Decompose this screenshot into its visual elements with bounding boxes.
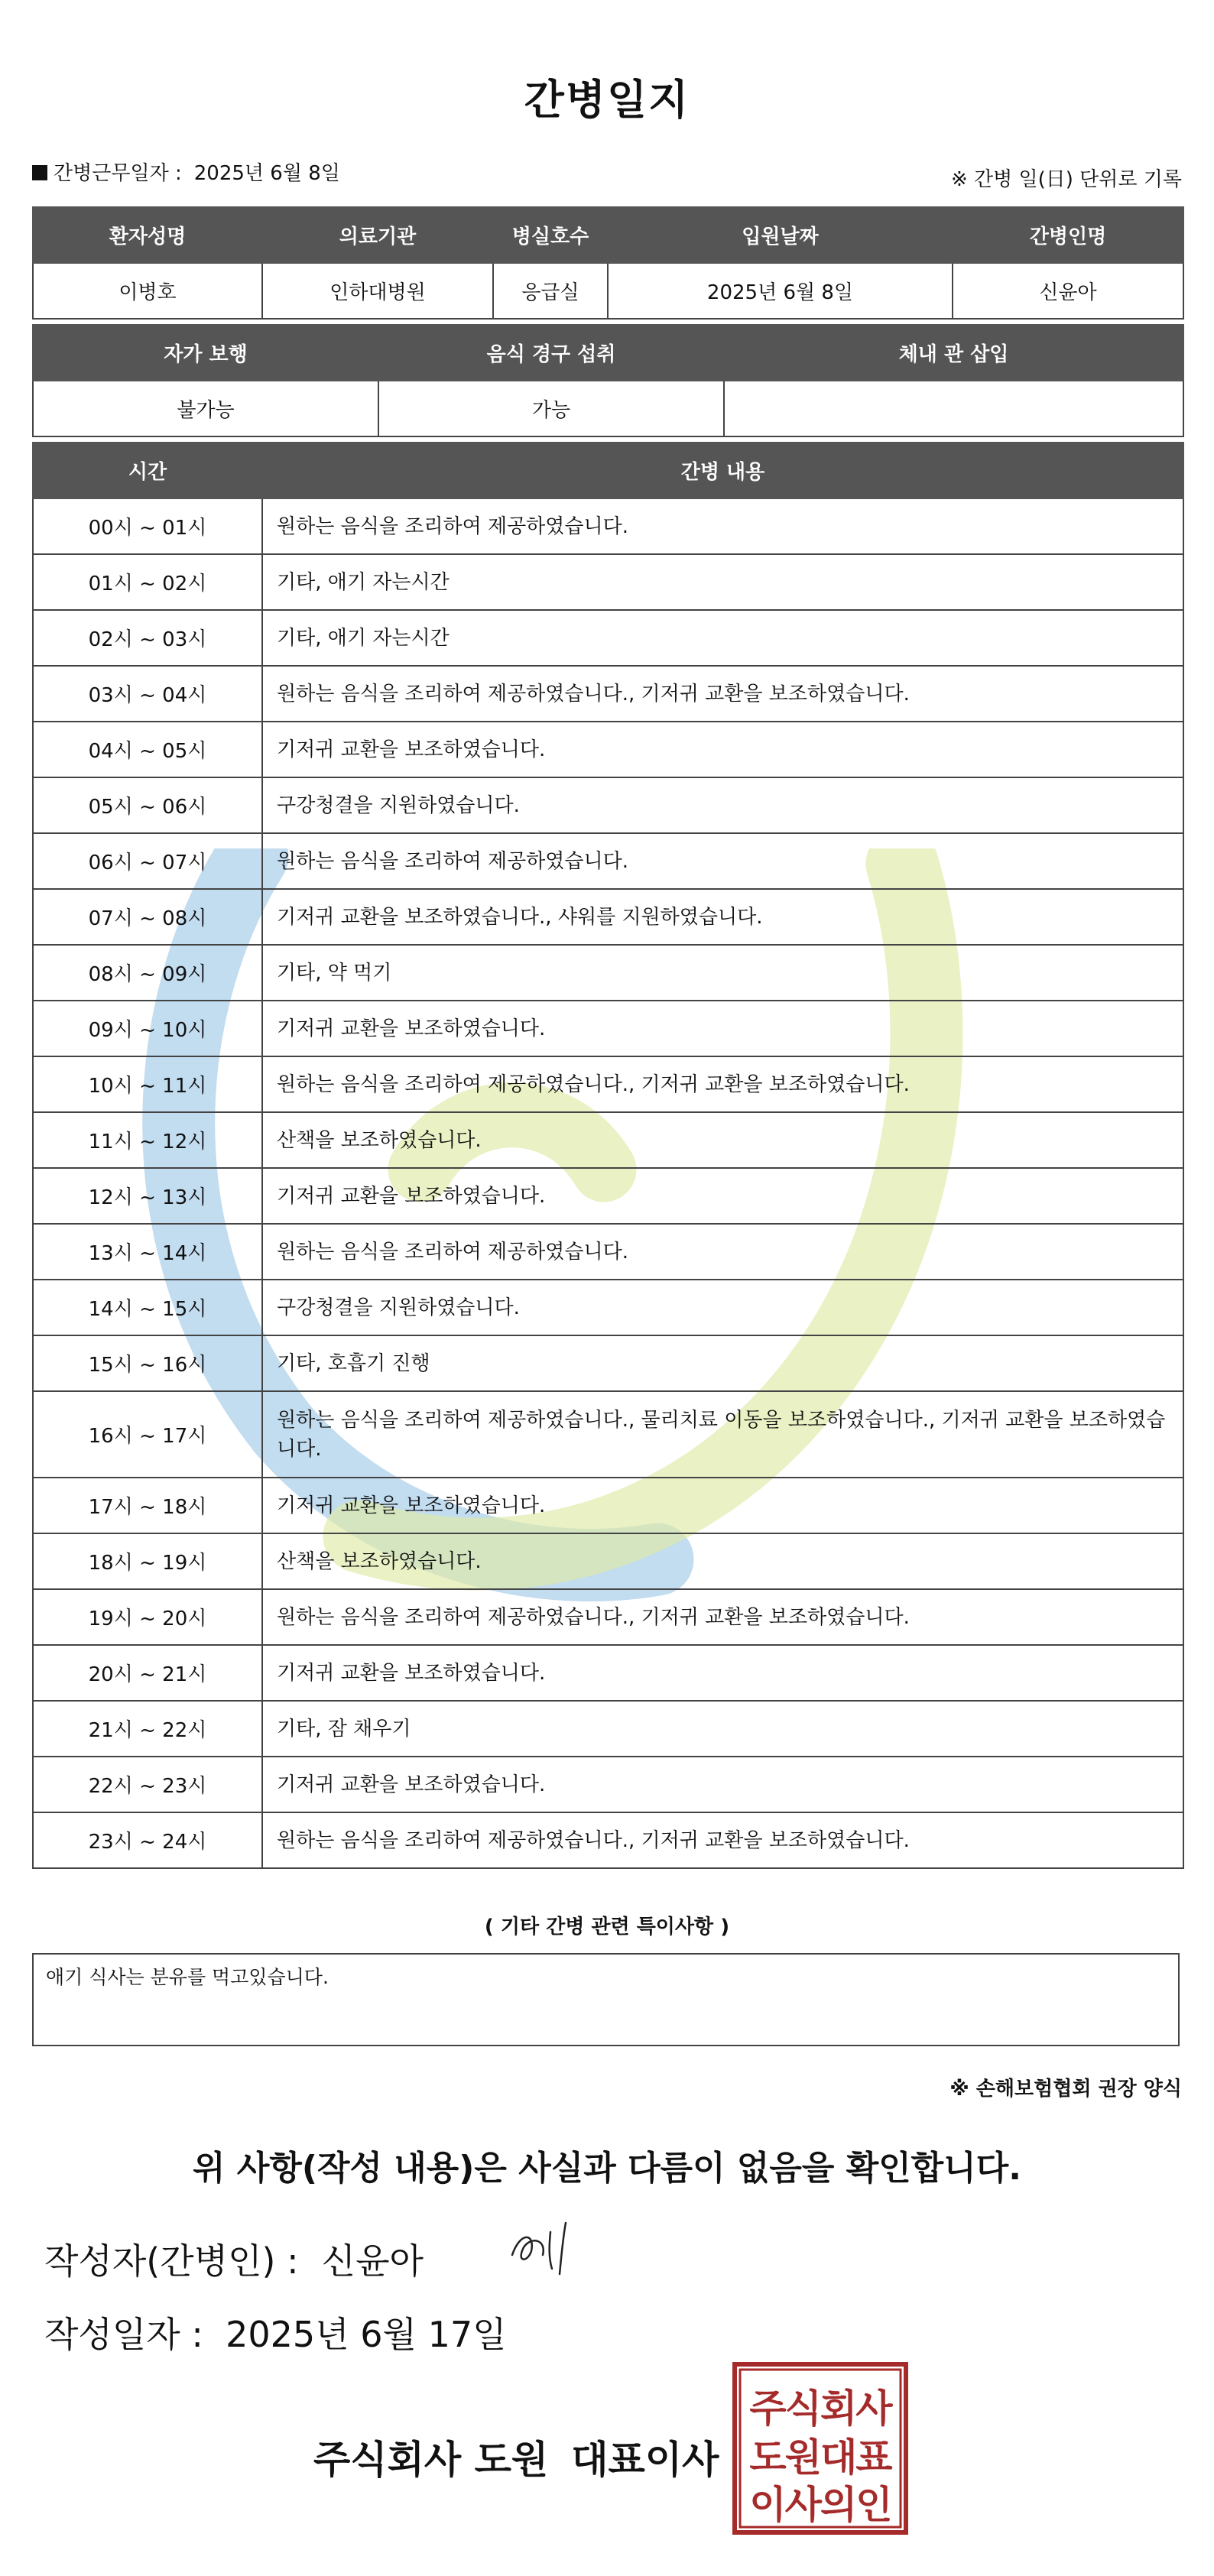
row-time: 21시 ~ 22시 bbox=[33, 1701, 262, 1757]
table-row bbox=[33, 777, 1183, 833]
table-row bbox=[33, 945, 1183, 1001]
page-title: 간병일지 bbox=[524, 76, 690, 124]
row-content: 기타, 호흡기 진행 bbox=[262, 1335, 1183, 1391]
svg-text:주식회사: 주식회사 bbox=[749, 2386, 891, 2431]
walking-value: 불가능 bbox=[33, 381, 378, 436]
writer-name: 신윤아 bbox=[321, 2240, 424, 2282]
row-time: 06시 ~ 07시 bbox=[33, 833, 262, 889]
row-content: 원하는 음식을 조리하여 제공하였습니다. bbox=[262, 1224, 1183, 1280]
row-content: 원하는 음식을 조리하여 제공하였습니다., 기저귀 교환을 보조하였습니다. bbox=[262, 1812, 1183, 1868]
row-content: 원하는 음식을 조리하여 제공하였습니다., 기저귀 교환을 보조하였습니다. bbox=[262, 1589, 1183, 1645]
row-content: 원하는 음식을 조리하여 제공하였습니다. bbox=[262, 498, 1183, 554]
header-time: 시간 bbox=[33, 443, 262, 498]
row-time: 03시 ~ 04시 bbox=[33, 666, 262, 722]
table-row bbox=[33, 1224, 1183, 1280]
room: 응급실 bbox=[493, 263, 608, 319]
unit-note: ※ 간병 일(日) 단위로 기록 bbox=[950, 168, 1182, 191]
table-row bbox=[33, 1533, 1183, 1589]
header-admission-date: 입원날짜 bbox=[608, 207, 953, 263]
row-time: 20시 ~ 21시 bbox=[33, 1645, 262, 1701]
row-content: 원하는 음식을 조리하여 제공하였습니다., 기저귀 교환을 보조하였습니다. bbox=[262, 1056, 1183, 1112]
table-row bbox=[33, 1645, 1183, 1701]
tube-value bbox=[724, 381, 1183, 436]
header-patient-name: 환자성명 bbox=[33, 207, 262, 263]
table-row bbox=[33, 833, 1183, 889]
row-time: 10시 ~ 11시 bbox=[33, 1056, 262, 1112]
row-content: 기저귀 교환을 보조하였습니다. bbox=[262, 1478, 1183, 1533]
header-hospital: 의료기관 bbox=[262, 207, 493, 263]
patient-info-table bbox=[32, 206, 1184, 320]
table-row bbox=[33, 889, 1183, 945]
header-content: 간병 내용 bbox=[262, 443, 1183, 498]
care-log-table bbox=[32, 442, 1184, 1869]
work-date-value: 2025년 6월 8일 bbox=[193, 162, 340, 185]
written-date-label: 작성일자 : bbox=[44, 2314, 203, 2355]
work-date-label: 간병근무일자 : bbox=[54, 162, 182, 185]
handwritten-signature bbox=[505, 2217, 596, 2278]
row-time: 18시 ~ 19시 bbox=[33, 1533, 262, 1589]
table-row bbox=[33, 1112, 1183, 1168]
work-date bbox=[32, 157, 340, 186]
row-content: 기저귀 교환을 보조하였습니다. bbox=[262, 1757, 1183, 1812]
row-content: 원하는 음식을 조리하여 제공하였습니다. bbox=[262, 833, 1183, 889]
table-row bbox=[33, 498, 1183, 554]
row-time: 08시 ~ 09시 bbox=[33, 945, 262, 1001]
caregiver-name: 신윤아 bbox=[953, 263, 1183, 319]
row-content: 산책을 보조하였습니다. bbox=[262, 1112, 1183, 1168]
table-row bbox=[33, 1335, 1183, 1391]
table-row bbox=[33, 1478, 1183, 1533]
row-time: 12시 ~ 13시 bbox=[33, 1168, 262, 1224]
row-time: 11시 ~ 12시 bbox=[33, 1112, 262, 1168]
header-room: 병실호수 bbox=[493, 207, 608, 263]
row-time: 02시 ~ 03시 bbox=[33, 610, 262, 666]
row-content: 기타, 애기 자는시간 bbox=[262, 610, 1183, 666]
table-row bbox=[33, 554, 1183, 610]
table-row bbox=[33, 610, 1183, 666]
admission-date: 2025년 6월 8일 bbox=[608, 263, 953, 319]
table-row bbox=[33, 1001, 1183, 1056]
company-seal bbox=[732, 2362, 908, 2535]
row-time: 04시 ~ 05시 bbox=[33, 722, 262, 777]
seal-icon bbox=[737, 2367, 904, 2530]
table-row bbox=[33, 1589, 1183, 1645]
oral-intake-value: 가능 bbox=[378, 381, 724, 436]
row-time: 01시 ~ 02시 bbox=[33, 554, 262, 610]
table-row bbox=[33, 666, 1183, 722]
row-content: 산책을 보조하였습니다. bbox=[262, 1533, 1183, 1589]
hospital: 인하대병원 bbox=[262, 263, 493, 319]
written-date-value: 2025년 6월 17일 bbox=[226, 2314, 507, 2355]
row-time: 23시 ~ 24시 bbox=[33, 1812, 262, 1868]
table-row bbox=[33, 1391, 1183, 1478]
table-row bbox=[33, 1701, 1183, 1757]
patient-name: 이병호 bbox=[33, 263, 262, 319]
svg-text:이사의인: 이사의인 bbox=[749, 2483, 891, 2527]
row-content: 기저귀 교환을 보조하였습니다. bbox=[262, 1645, 1183, 1701]
row-time: 05시 ~ 06시 bbox=[33, 777, 262, 833]
table-row bbox=[33, 1168, 1183, 1224]
row-time: 16시 ~ 17시 bbox=[33, 1391, 262, 1478]
row-time: 14시 ~ 15시 bbox=[33, 1280, 262, 1335]
confirmation-statement: 위 사항(작성 내용)은 사실과 다름이 없음을 확인합니다. bbox=[193, 2149, 1021, 2188]
square-bullet-icon bbox=[32, 165, 47, 180]
notes-box: 애기 식사는 분유를 먹고있습니다. bbox=[32, 1953, 1180, 2046]
row-time: 22시 ~ 23시 bbox=[33, 1757, 262, 1812]
row-time: 00시 ~ 01시 bbox=[33, 498, 262, 554]
row-content: 구강청결을 지원하였습니다. bbox=[262, 1280, 1183, 1335]
table-row bbox=[33, 722, 1183, 777]
row-time: 15시 ~ 16시 bbox=[33, 1335, 262, 1391]
header-walking: 자가 보행 bbox=[33, 325, 378, 381]
row-content: 기저귀 교환을 보조하였습니다. bbox=[262, 1001, 1183, 1056]
company-line bbox=[313, 2429, 719, 2484]
notes-heading: ( 기타 간병 관련 특이사항 ) bbox=[484, 1916, 730, 1938]
row-time: 19시 ~ 20시 bbox=[33, 1589, 262, 1645]
writer-line bbox=[44, 2234, 424, 2284]
recommend-note: ※ 손해보험협회 권장 양식 bbox=[949, 2078, 1182, 2101]
row-time: 13시 ~ 14시 bbox=[33, 1224, 262, 1280]
svg-text:도원대표: 도원대표 bbox=[749, 2435, 891, 2480]
row-time: 07시 ~ 08시 bbox=[33, 889, 262, 945]
row-content: 기타, 애기 자는시간 bbox=[262, 554, 1183, 610]
written-date-line bbox=[44, 2307, 507, 2357]
row-content: 원하는 음식을 조리하여 제공하였습니다., 기저귀 교환을 보조하였습니다. bbox=[262, 666, 1183, 722]
table-row bbox=[33, 1280, 1183, 1335]
writer-label: 작성자(간병인) : bbox=[44, 2240, 299, 2282]
table-row bbox=[33, 1812, 1183, 1868]
company-rep: 대표이사 bbox=[571, 2438, 719, 2482]
header-caregiver-name: 간병인명 bbox=[953, 207, 1183, 263]
company-name: 주식회사 도원 bbox=[313, 2438, 549, 2482]
row-content: 원하는 음식을 조리하여 제공하였습니다., 물리치료 이동을 보조하였습니다., 기저귀 교환을 보조하였습니다. bbox=[262, 1391, 1183, 1478]
row-time: 09시 ~ 10시 bbox=[33, 1001, 262, 1056]
table-row bbox=[33, 1757, 1183, 1812]
row-content: 기저귀 교환을 보조하였습니다. bbox=[262, 1168, 1183, 1224]
row-content: 기타, 잠 채우기 bbox=[262, 1701, 1183, 1757]
table-row bbox=[33, 1056, 1183, 1112]
row-content: 구강청결을 지원하였습니다. bbox=[262, 777, 1183, 833]
abilities-table bbox=[32, 324, 1184, 437]
row-time: 17시 ~ 18시 bbox=[33, 1478, 262, 1533]
row-content: 기저귀 교환을 보조하였습니다., 샤워를 지원하였습니다. bbox=[262, 889, 1183, 945]
header-tube: 체내 관 삽입 bbox=[724, 325, 1183, 381]
row-content: 기저귀 교환을 보조하였습니다. bbox=[262, 722, 1183, 777]
header-oral-intake: 음식 경구 섭취 bbox=[378, 325, 724, 381]
row-content: 기타, 약 먹기 bbox=[262, 945, 1183, 1001]
